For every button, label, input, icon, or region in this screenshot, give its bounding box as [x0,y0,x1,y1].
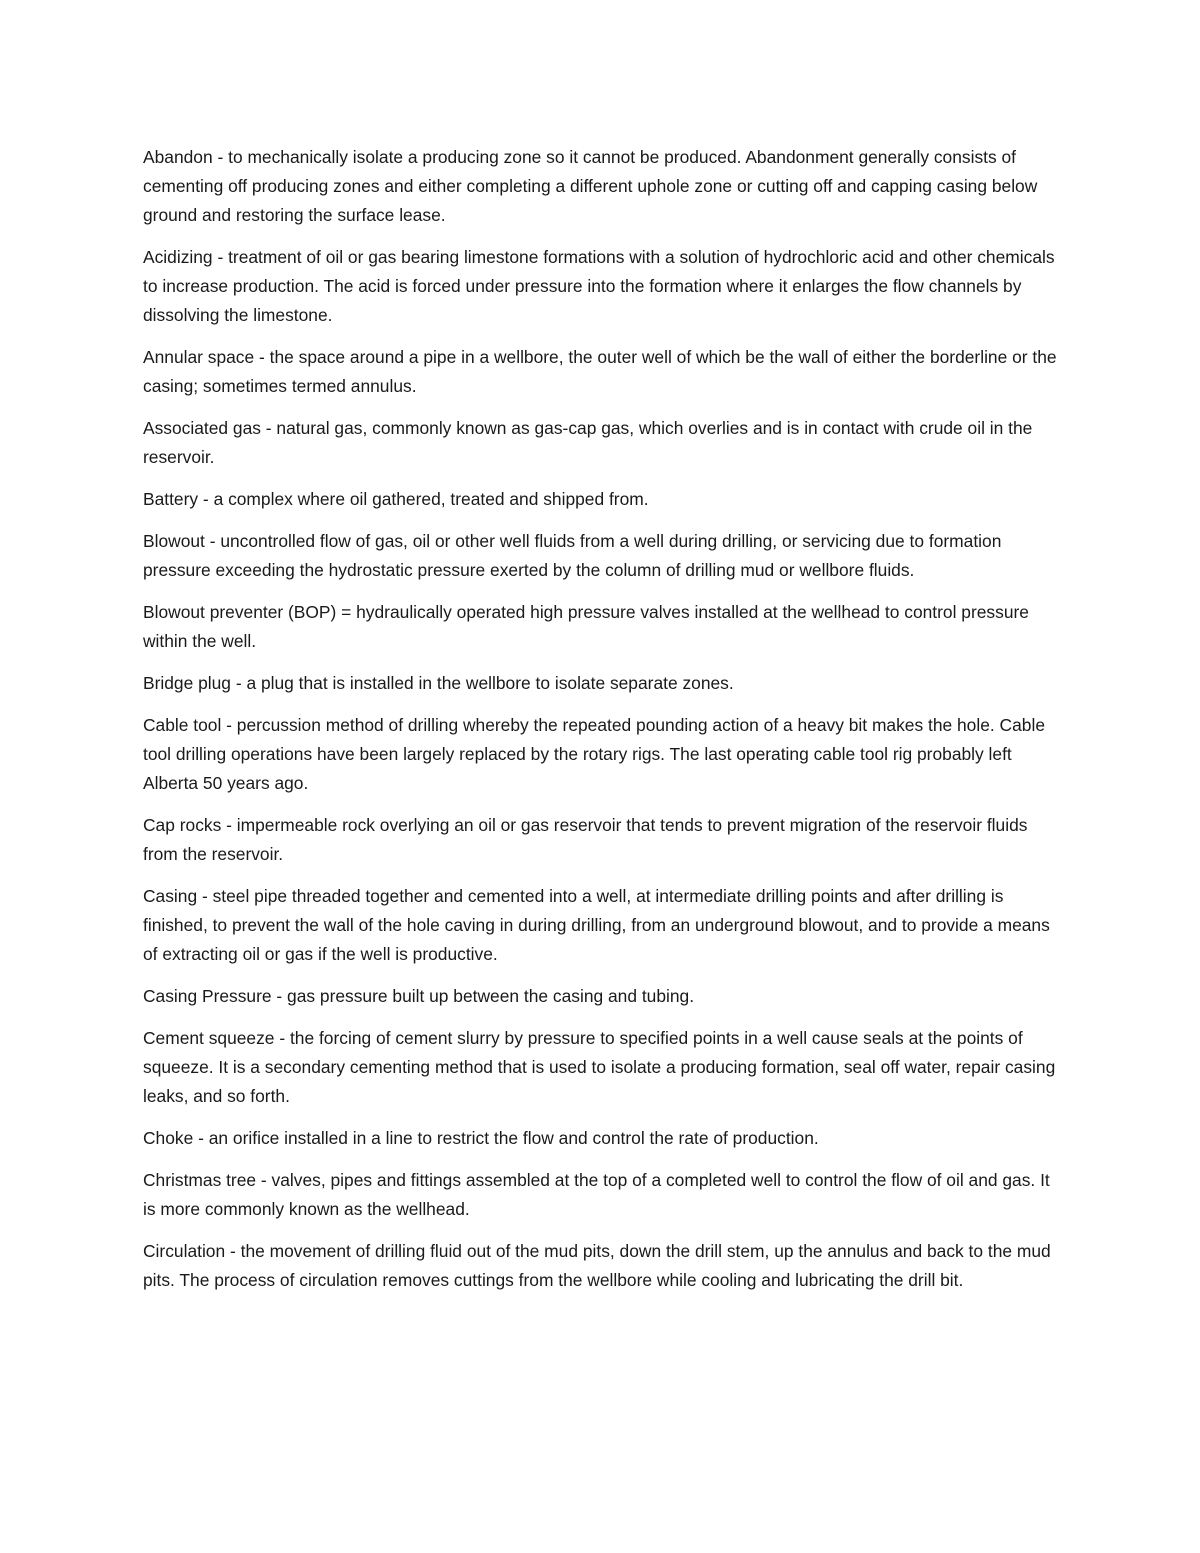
entry-definition: treatment of oil or gas bearing limestone formations with a solution of hydrochloric acid and other chemicals to increase production. The acid is forced under pressure into the formation where it enlarges the flow channels by dissolving the limestone. [143,247,1055,325]
glossary-entry-cable-tool [143,711,1063,798]
entry-term: Christmas tree [143,1170,257,1190]
entry-definition: the space around a pipe in a wellbore, the outer well of which be the wall of either the borderline or the casing; sometimes termed annulus. [143,347,1057,396]
entry-term: Blowout preventer (BOP) [143,602,337,622]
glossary-entry-cap-rocks [143,811,1063,869]
glossary-body [143,143,1063,1308]
entry-definition: impermeable rock overlying an oil or gas reservoir that tends to prevent migration of the reservoir fluids from the reservoir. [143,815,1028,864]
entry-separator: - [260,418,277,438]
glossary-entry-cement-squeeze [143,1024,1063,1111]
entry-separator: - [212,147,229,167]
entry-separator: - [271,986,288,1006]
glossary-entry-casing [143,882,1063,969]
glossary-entry-christmas-tree [143,1166,1063,1224]
entry-definition: a complex where oil gathered, treated and shipped from. [213,489,649,509]
entry-definition: a plug that is installed in the wellbore to isolate separate zones. [246,673,734,693]
entry-term: Cap rocks [143,815,222,835]
entry-definition: uncontrolled flow of gas, oil or other well fluids from a well during drilling, or servicing due to formation pressure exceeding the hydrostatic pressure exerted by the column of drilling mud or wellbore fluids. [143,531,1002,580]
entry-term: Circulation [143,1241,226,1261]
entry-term: Choke [143,1128,194,1148]
entry-definition: the forcing of cement slurry by pressure to specified points in a well cause seals at the points of squeeze. It is a secondary cementing method that is used to isolate a producing formation, seal off water, repair casing leaks, and so forth. [143,1028,1056,1106]
entry-separator: - [274,1028,290,1048]
entry-term: Casing [143,886,198,906]
entry-separator: - [198,489,214,509]
entry-separator: - [221,815,237,835]
entry-term: Acidizing [143,247,213,267]
entry-separator: - [256,1170,272,1190]
entry-definition: percussion method of drilling whereby the repeated pounding action of a heavy bit makes the hole. Cable tool drilling operations have been largely replaced by the rotary rigs. The last operating cable tool rig probably left Alberta 50 years ago. [143,715,1045,793]
entry-separator: = [336,602,357,622]
entry-term: Cable tool [143,715,222,735]
glossary-entry-bridge-plug [143,669,1063,698]
entry-term: Battery [143,489,199,509]
entry-definition: natural gas, commonly known as gas-cap gas, which overlies and is in contact with crude oil in the reservoir. [143,418,1033,467]
entry-term: Cement squeeze [143,1028,275,1048]
glossary-entry-associated-gas [143,414,1063,472]
entry-definition: valves, pipes and fittings assembled at the top of a completed well to control the flow of oil and gas. It is more commonly known as the wellhead. [143,1170,1050,1219]
glossary-entry-casing-pressure [143,982,1063,1011]
glossary-entry-abandon [143,143,1063,230]
entry-definition: an orifice installed in a line to restrict the flow and control the rate of production. [208,1128,819,1148]
entry-definition: to mechanically isolate a producing zone so it cannot be produced. Abandonment generally consists of cementing off producing zones and either completing a different uphole zone or cutting off and capping casing below ground and restoring the surface lease. [143,147,1038,225]
entry-term: Casing Pressure [143,986,272,1006]
entry-separator: - [254,347,270,367]
glossary-entry-annular-space [143,343,1063,401]
entry-separator: - [197,886,213,906]
glossary-entry-acidizing [143,243,1063,330]
entry-separator: - [221,715,237,735]
entry-term: Blowout [143,531,205,551]
glossary-entry-blowout [143,527,1063,585]
entry-definition: gas pressure built up between the casing and tubing. [287,986,695,1006]
entry-term: Annular space [143,347,255,367]
entry-separator: - [212,247,229,267]
glossary-entry-battery [143,485,1063,514]
entry-term: Abandon [143,147,213,167]
entry-term: Bridge plug [143,673,231,693]
entry-separator: - [230,673,247,693]
glossary-entry-circulation [143,1237,1063,1295]
entry-separator: - [204,531,221,551]
glossary-entry-blowout-preventer [143,598,1063,656]
entry-separator: - [225,1241,241,1261]
entry-definition: the movement of drilling fluid out of the mud pits, down the drill stem, up the annulus and back to the mud pits. The process of circulation removes cuttings from the wellbore while cooling and lubricating the drill bit. [143,1241,1051,1290]
entry-separator: - [193,1128,209,1148]
entry-term: Associated gas [143,418,261,438]
entry-definition: hydraulically operated high pressure valves installed at the wellhead to control pressure within the well. [143,602,1029,651]
entry-definition: steel pipe threaded together and cemented into a well, at intermediate drilling points and after drilling is finished, to prevent the wall of the hole caving in during drilling, from an underground blowout, and to provide a means of extracting oil or gas if the well is productive. [143,886,1050,964]
glossary-entry-choke [143,1124,1063,1153]
